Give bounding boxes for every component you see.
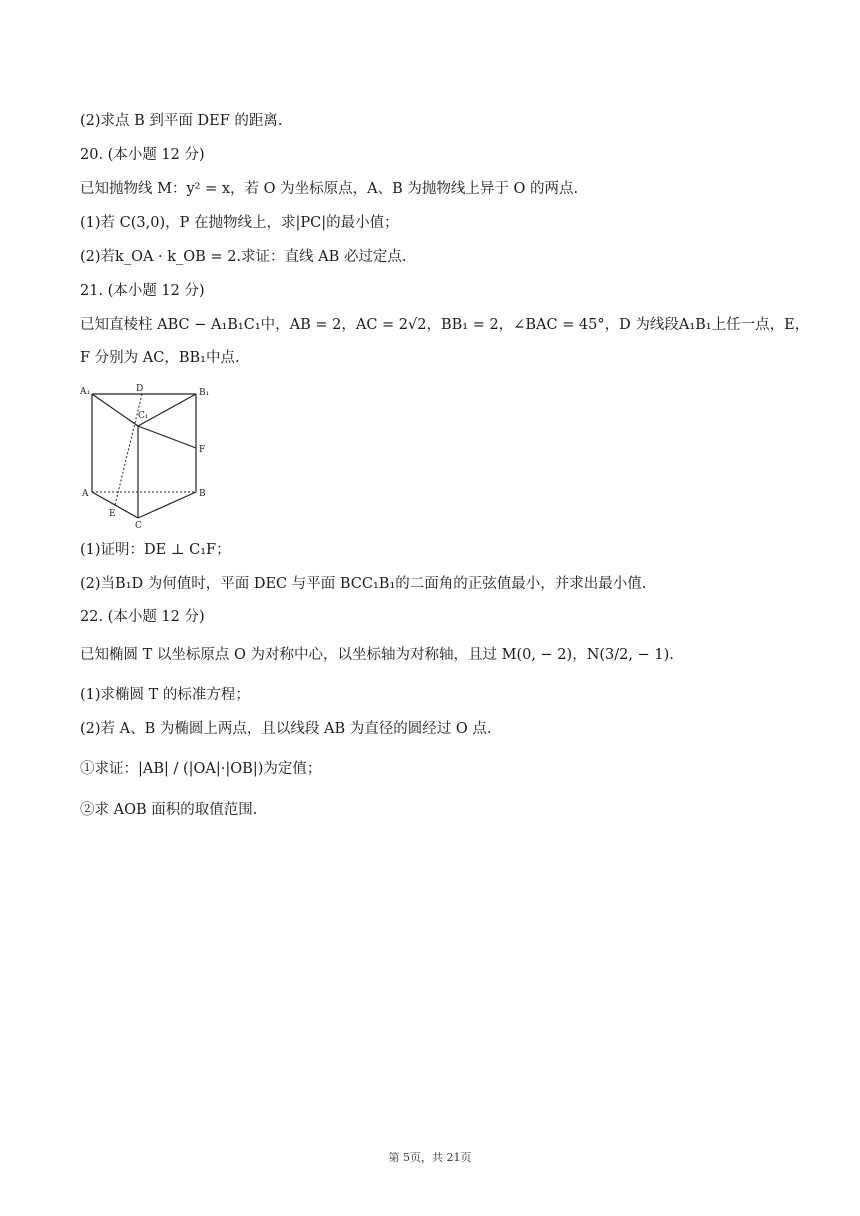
question-22-stem: 已知椭圆 T 以坐标原点 O 为对称中心，以坐标轴为对称轴，且过 M(0, − 2)，N(3/2, − 1).	[80, 647, 674, 663]
question-21-part-2: (2)当B₁D 为何值时，平面 DEC 与平面 BCC₁B₁的二面角的正弦值最小，并求出最小值.	[80, 576, 647, 592]
question-21-stem-cont: F 分别为 AC，BB₁中点.	[80, 350, 240, 366]
label-c: C	[135, 521, 142, 531]
page-footer: 第 5页，共 21页	[388, 1151, 472, 1164]
question-22-heading: 22. (本小题 12 分)	[80, 609, 205, 625]
question-20-heading: 20. (本小题 12 分)	[80, 147, 205, 163]
question-22-part-2: (2)若 A、B 为椭圆上两点，且以线段 AB 为直径的圆经过 O 点.	[80, 721, 492, 737]
question-20-stem: 已知抛物线 M：y² = x，若 O 为坐标原点，A、B 为抛物线上异于 O 的两点.	[80, 181, 579, 197]
question-20-part-2: (2)若k_OA · k_OB = 2.求证：直线 AB 必过定点.	[80, 249, 407, 265]
prism-figure	[78, 383, 218, 531]
question-20-part-1: (1)若 C(3,0)，P 在抛物线上，求|PC|的最小值；	[80, 215, 399, 231]
label-a1: A₁	[80, 387, 91, 397]
label-b: B	[199, 489, 206, 499]
label-f: F	[199, 445, 206, 455]
question-21-part-1: (1)证明：DE ⊥ C₁F；	[80, 542, 231, 558]
label-b1: B₁	[199, 388, 210, 398]
prism-diagram	[78, 383, 218, 531]
question-21-stem: 已知直棱柱 ABC − A₁B₁C₁中，AB = 2，AC = 2√2，BB₁ = 2，∠BAC = 45°，D 为线段A₁B₁上任一点，E，	[80, 317, 810, 333]
label-d: D	[136, 384, 144, 394]
label-a: A	[82, 489, 89, 499]
label-c1: C₁	[138, 411, 149, 421]
question-21-heading: 21. (本小题 12 分)	[80, 283, 205, 299]
question-22-part-1: (1)求椭圆 T 的标准方程；	[80, 687, 250, 703]
question-22-sub-2: ②求 AOB 面积的取值范围.	[80, 802, 258, 818]
label-e: E	[109, 509, 116, 519]
question-19-part-2: (2)求点 B 到平面 DEF 的距离.	[80, 113, 283, 129]
question-22-sub-1: ①求证：|AB| / (|OA|·|OB|)为定值；	[80, 761, 322, 777]
